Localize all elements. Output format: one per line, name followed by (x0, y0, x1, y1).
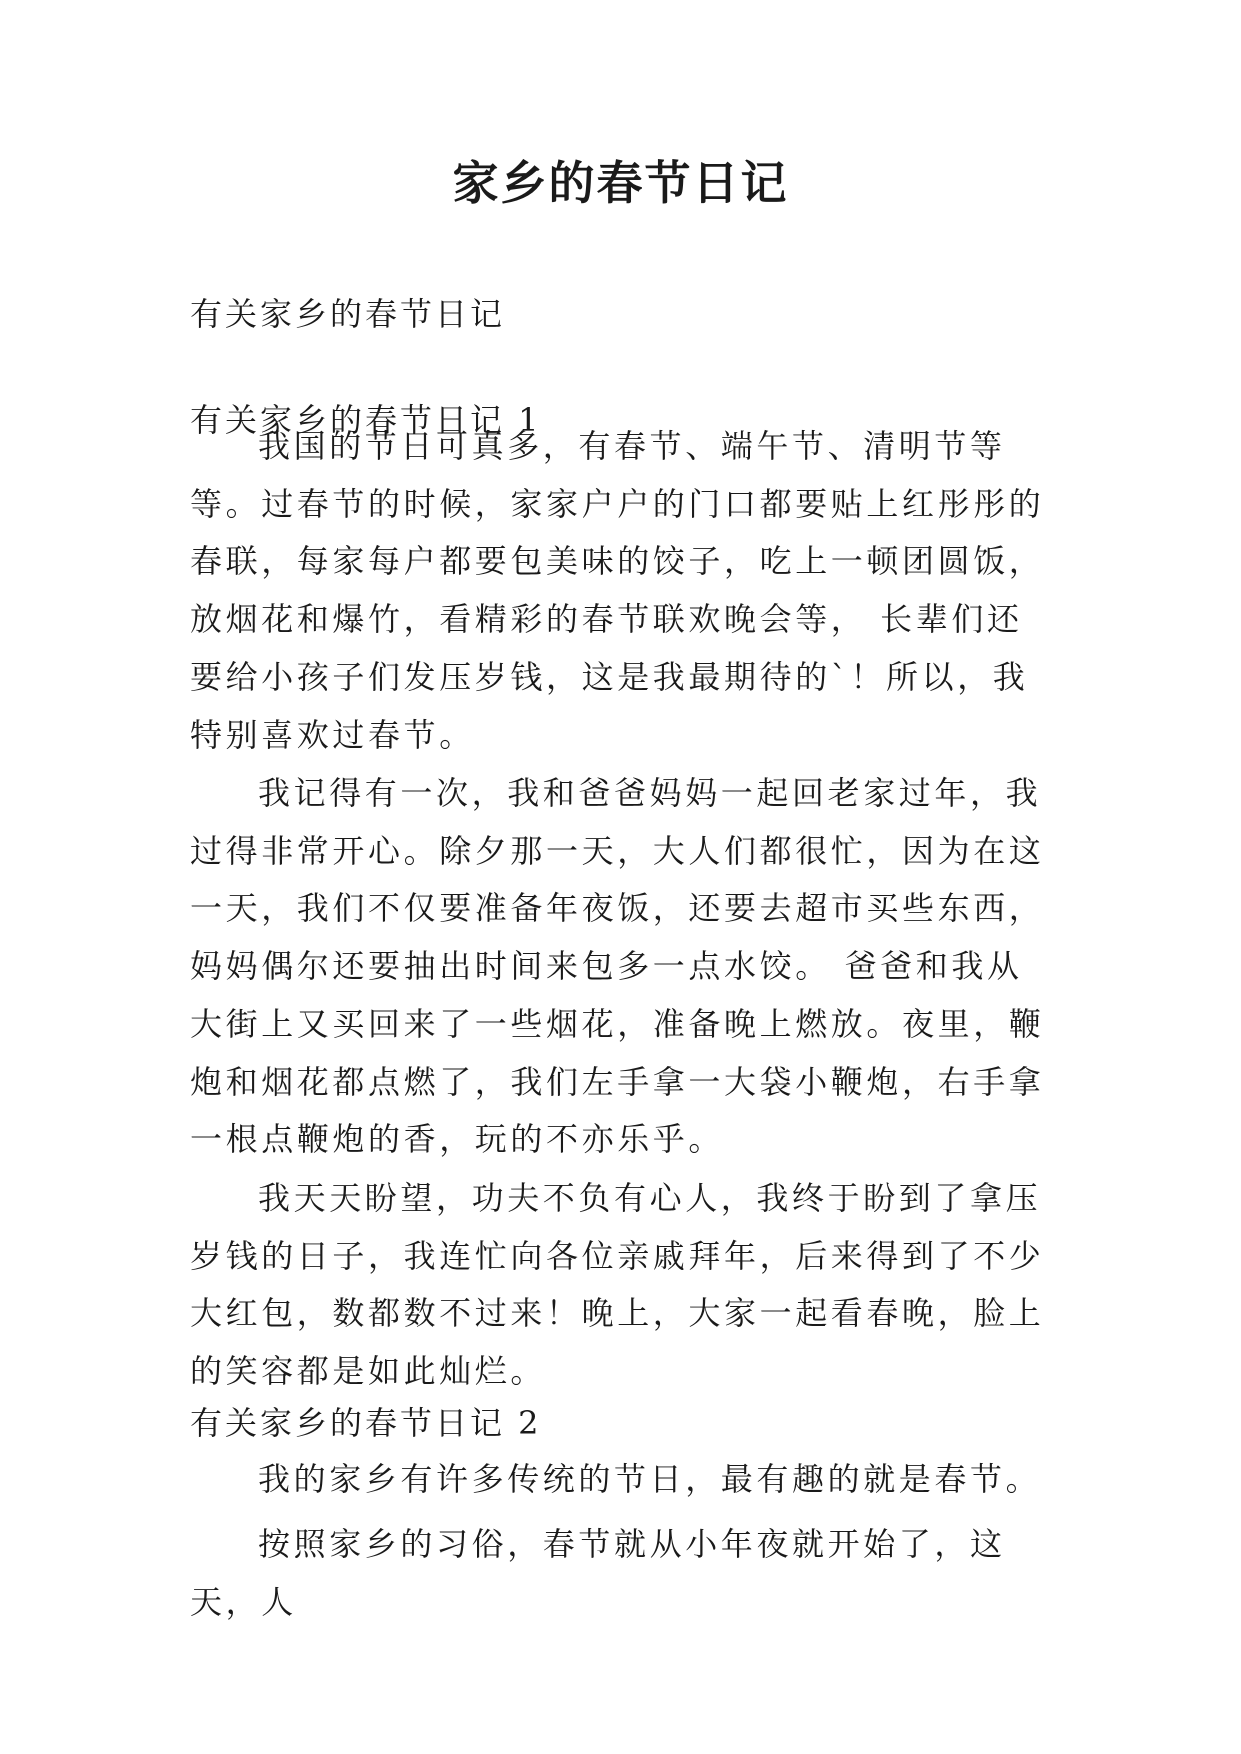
section-2-paragraph-2: 按照家乡的习俗，春节就从小年夜就开始了，这天，人 (190, 1525, 1006, 1621)
document-title: 家乡的春节日记 (452, 156, 789, 210)
section-1-paragraph-1: 我国的节日可真多，有春节、端午节、清明节等等。过春节的时候，家家户户的门口都要贴上红彤彤的春联，每家每户都要包美味的饺子，吃上一顿团圆饭，放烟花和爆竹，看精彩的春节联欢晚会等， 长辈们还要给小孩子们发压岁钱，这是我最期待的`！所以，我特别喜欢过春节。 (190, 427, 1045, 754)
section-1-paragraph-2: 我记得有一次，我和爸爸妈妈一起回老家过年，我过得非常开心。除夕那一天，大人们都很忙，因为在这一天，我们不仅要准备年夜饭，还要去超市买些东西，妈妈偶尔还要抽出时间来包多一点水饺。 爸爸和我从大街上又买回来了一些烟花，准备晚上燃放。夜里，鞭炮和烟花都点燃了，我们左手拿一大袋小鞭炮，右手拿一根点鞭炮的香，玩的不亦乐乎。 (190, 774, 1045, 1159)
section-2-paragraph-1: 我的家乡有许多传统的节日，最有趣的就是春节。 (258, 1460, 1042, 1498)
section-1-paragraph-3: 我天天盼望，功夫不负有心人，我终于盼到了拿压岁钱的日子，我连忙向各位亲戚拜年，后来得到了不少大红包，数都数不过来！晚上，大家一起看春晚，脸上的笑容都是如此灿烂。 (190, 1179, 1045, 1391)
section-heading-2: 有关家乡的春节日记 2 (190, 1404, 542, 1442)
document-subtitle: 有关家乡的春节日记 (190, 295, 506, 333)
section-heading-1: 有关家乡的春节日记 1 (190, 401, 542, 439)
